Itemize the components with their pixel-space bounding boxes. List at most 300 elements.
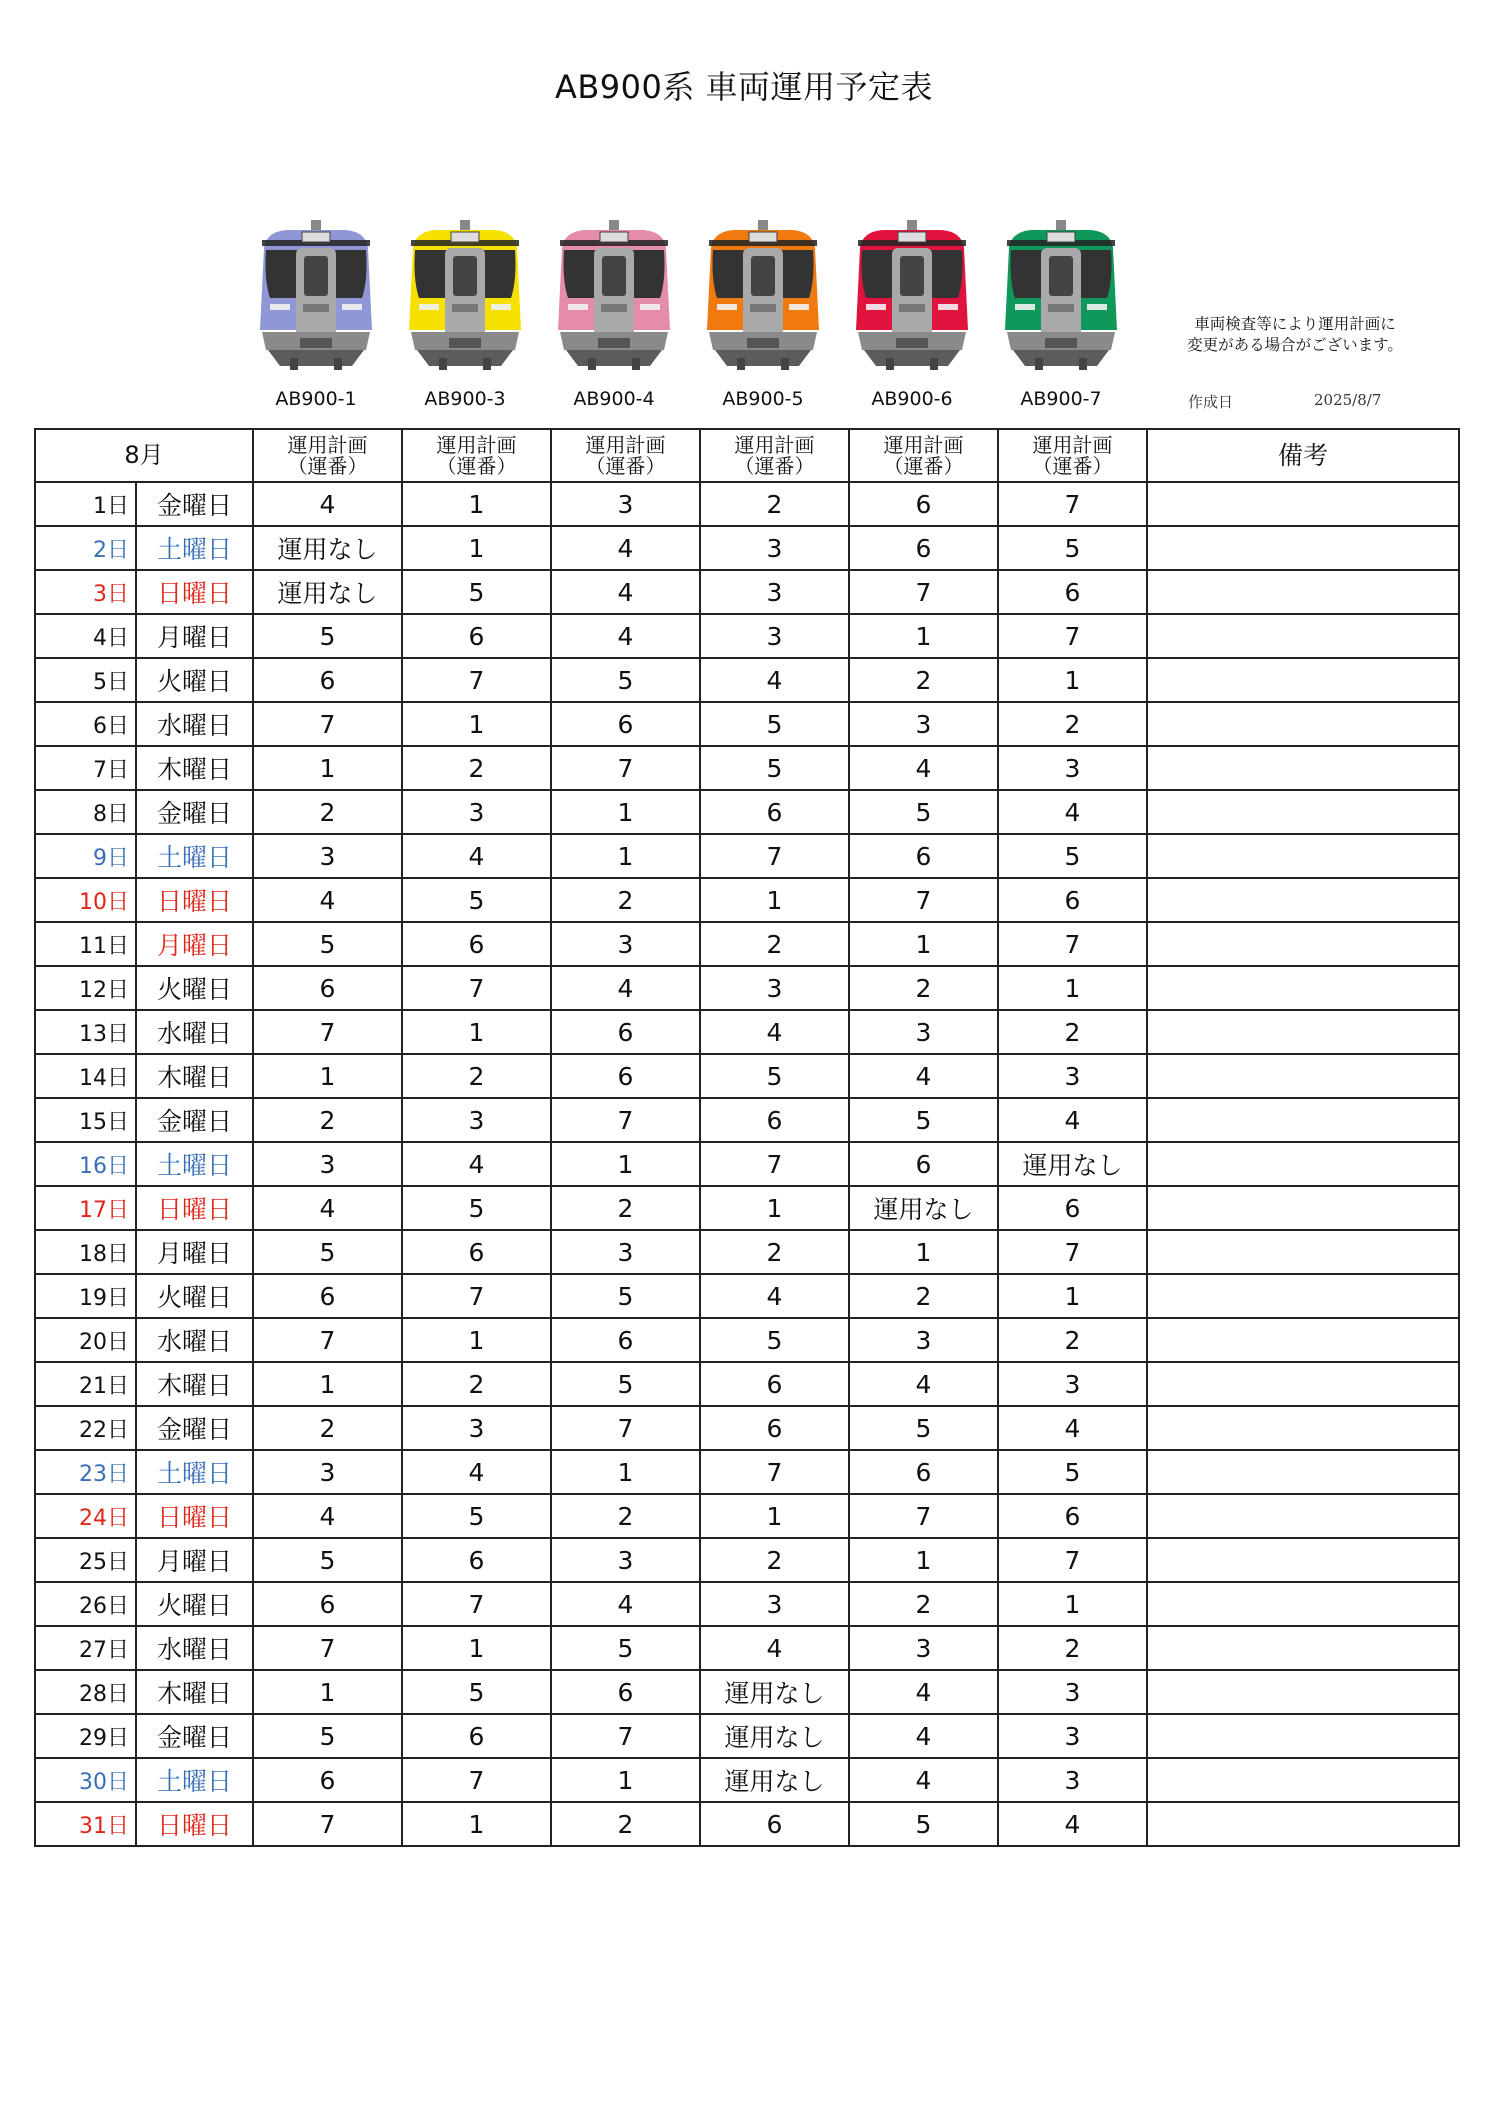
table-row <box>35 1494 1459 1538</box>
created-date: 2025/8/7 <box>1314 391 1382 409</box>
weekday-cell: 木曜日 <box>136 1670 253 1714</box>
plan-cell: 7 <box>402 1758 551 1802</box>
car-label-1: AB900-1 <box>275 388 357 410</box>
table-row <box>35 658 1459 702</box>
day-cell: 30日 <box>35 1758 136 1802</box>
remarks-cell <box>1147 922 1459 966</box>
remarks-cell <box>1147 526 1459 570</box>
weekday-cell: 火曜日 <box>136 658 253 702</box>
table-row <box>35 878 1459 922</box>
day-cell: 9日 <box>35 834 136 878</box>
plan-column-header-5 <box>849 429 998 482</box>
table-row <box>35 702 1459 746</box>
plan-cell: 1 <box>998 658 1147 702</box>
plan-cell: 1 <box>402 1318 551 1362</box>
plan-cell: 2 <box>998 1318 1147 1362</box>
day-cell: 10日 <box>35 878 136 922</box>
plan-cell: 3 <box>402 1406 551 1450</box>
plan-cell: 6 <box>402 1714 551 1758</box>
plan-cell: 4 <box>998 1802 1147 1846</box>
plan-header-line1: 運用計画 <box>734 432 815 457</box>
plan-cell: 6 <box>998 1186 1147 1230</box>
remarks-cell <box>1147 1142 1459 1186</box>
plan-cell: 3 <box>253 1450 402 1494</box>
day-cell: 26日 <box>35 1582 136 1626</box>
plan-cell: 5 <box>551 1362 700 1406</box>
plan-cell: 4 <box>551 526 700 570</box>
plan-cell: 1 <box>253 1670 402 1714</box>
remarks-cell <box>1147 702 1459 746</box>
remarks-cell <box>1147 1494 1459 1538</box>
day-cell: 6日 <box>35 702 136 746</box>
plan-cell: 1 <box>998 1582 1147 1626</box>
table-row <box>35 1010 1459 1054</box>
remarks-cell <box>1147 746 1459 790</box>
car-label-6: AB900-7 <box>1020 388 1102 410</box>
plan-cell: 3 <box>849 1010 998 1054</box>
train-front-3 <box>554 220 674 372</box>
plan-header-line1: 運用計画 <box>883 432 964 457</box>
plan-cell: 6 <box>402 922 551 966</box>
remarks-cell <box>1147 1010 1459 1054</box>
table-row <box>35 570 1459 614</box>
table-row <box>35 1362 1459 1406</box>
table-row <box>35 834 1459 878</box>
plan-cell: 2 <box>849 966 998 1010</box>
plan-cell: 1 <box>402 482 551 526</box>
weekday-cell: 日曜日 <box>136 1186 253 1230</box>
plan-cell: 3 <box>849 1318 998 1362</box>
plan-cell: 5 <box>700 702 849 746</box>
day-cell: 24日 <box>35 1494 136 1538</box>
weekday-cell: 日曜日 <box>136 878 253 922</box>
plan-cell: 1 <box>551 1142 700 1186</box>
plan-cell: 4 <box>253 878 402 922</box>
plan-cell: 2 <box>402 746 551 790</box>
remarks-cell <box>1147 966 1459 1010</box>
day-cell: 23日 <box>35 1450 136 1494</box>
day-cell: 15日 <box>35 1098 136 1142</box>
plan-cell: 6 <box>402 614 551 658</box>
plan-cell: 1 <box>849 1538 998 1582</box>
plan-cell: 1 <box>402 1626 551 1670</box>
table-row <box>35 1318 1459 1362</box>
schedule-notice <box>1160 314 1430 356</box>
train-front-6 <box>1001 220 1121 372</box>
plan-cell: 7 <box>700 1450 849 1494</box>
plan-cell: 7 <box>402 1274 551 1318</box>
plan-cell: 6 <box>998 570 1147 614</box>
weekday-cell: 月曜日 <box>136 1230 253 1274</box>
remarks-cell <box>1147 1802 1459 1846</box>
plan-cell: 3 <box>700 1582 849 1626</box>
plan-cell: 5 <box>253 1230 402 1274</box>
plan-cell: 4 <box>253 482 402 526</box>
plan-cell: 3 <box>253 834 402 878</box>
plan-column-header-6 <box>998 429 1147 482</box>
train-illustrations <box>256 220 1256 370</box>
plan-cell: 4 <box>551 966 700 1010</box>
table-row <box>35 1186 1459 1230</box>
day-cell: 3日 <box>35 570 136 614</box>
plan-cell: 1 <box>402 526 551 570</box>
remarks-cell <box>1147 1670 1459 1714</box>
plan-header-line1: 運用計画 <box>287 432 368 457</box>
remarks-cell <box>1147 1758 1459 1802</box>
plan-cell: 運用なし <box>253 570 402 614</box>
day-cell: 27日 <box>35 1626 136 1670</box>
plan-cell: 5 <box>253 1714 402 1758</box>
plan-cell: 1 <box>998 966 1147 1010</box>
day-cell: 16日 <box>35 1142 136 1186</box>
plan-cell: 3 <box>998 746 1147 790</box>
plan-cell: 4 <box>551 614 700 658</box>
plan-cell: 5 <box>551 658 700 702</box>
day-cell: 20日 <box>35 1318 136 1362</box>
plan-header-line2: （運番） <box>585 453 666 478</box>
remarks-cell <box>1147 1406 1459 1450</box>
plan-cell: 4 <box>402 834 551 878</box>
plan-cell: 6 <box>551 1318 700 1362</box>
plan-cell: 7 <box>700 834 849 878</box>
plan-cell: 7 <box>253 1626 402 1670</box>
plan-cell: 6 <box>849 1450 998 1494</box>
month-header: 8月 <box>35 429 253 482</box>
day-cell: 14日 <box>35 1054 136 1098</box>
weekday-cell: 木曜日 <box>136 746 253 790</box>
plan-cell: 3 <box>551 1230 700 1274</box>
plan-cell: 5 <box>849 1098 998 1142</box>
plan-header-line1: 運用計画 <box>436 432 517 457</box>
plan-column-header-2 <box>402 429 551 482</box>
plan-cell: 1 <box>253 1362 402 1406</box>
plan-cell: 7 <box>402 1582 551 1626</box>
plan-cell: 1 <box>700 1186 849 1230</box>
weekday-cell: 金曜日 <box>136 790 253 834</box>
plan-header-line2: （運番） <box>883 453 964 478</box>
day-cell: 12日 <box>35 966 136 1010</box>
plan-cell: 1 <box>402 702 551 746</box>
plan-cell: 1 <box>402 1010 551 1054</box>
plan-cell: 3 <box>700 526 849 570</box>
day-cell: 21日 <box>35 1362 136 1406</box>
plan-cell: 4 <box>849 1670 998 1714</box>
plan-cell: 2 <box>700 922 849 966</box>
plan-cell: 運用なし <box>998 1142 1147 1186</box>
plan-cell: 7 <box>402 658 551 702</box>
plan-cell: 1 <box>551 1450 700 1494</box>
plan-cell: 1 <box>849 922 998 966</box>
plan-cell: 6 <box>998 1494 1147 1538</box>
plan-cell: 4 <box>402 1450 551 1494</box>
plan-cell: 2 <box>551 1802 700 1846</box>
weekday-cell: 月曜日 <box>136 922 253 966</box>
plan-cell: 3 <box>700 570 849 614</box>
notice-line: 変更がある場合がございます。 <box>1187 336 1403 354</box>
train-front-5 <box>852 220 972 372</box>
plan-cell: 6 <box>551 1010 700 1054</box>
table-row <box>35 1670 1459 1714</box>
table-row <box>35 966 1459 1010</box>
plan-cell: 5 <box>402 1186 551 1230</box>
table-header-row <box>35 429 1459 482</box>
table-row <box>35 1142 1459 1186</box>
plan-cell: 7 <box>253 1318 402 1362</box>
plan-cell: 1 <box>700 878 849 922</box>
plan-cell: 7 <box>998 482 1147 526</box>
plan-cell: 4 <box>253 1186 402 1230</box>
plan-cell: 4 <box>849 1714 998 1758</box>
day-cell: 4日 <box>35 614 136 658</box>
remarks-cell <box>1147 1274 1459 1318</box>
plan-cell: 4 <box>253 1494 402 1538</box>
day-cell: 5日 <box>35 658 136 702</box>
weekday-cell: 水曜日 <box>136 1318 253 1362</box>
plan-cell: 1 <box>551 1758 700 1802</box>
plan-cell: 1 <box>551 834 700 878</box>
weekday-cell: 金曜日 <box>136 1098 253 1142</box>
plan-cell: 6 <box>849 482 998 526</box>
plan-cell: 3 <box>998 1670 1147 1714</box>
schedule-table <box>34 428 1460 1847</box>
table-row <box>35 1054 1459 1098</box>
weekday-cell: 木曜日 <box>136 1054 253 1098</box>
plan-cell: 5 <box>700 1318 849 1362</box>
weekday-cell: 土曜日 <box>136 834 253 878</box>
plan-cell: 7 <box>998 922 1147 966</box>
plan-cell: 3 <box>700 966 849 1010</box>
plan-cell: 6 <box>551 1670 700 1714</box>
car-label-3: AB900-4 <box>573 388 655 410</box>
plan-cell: 6 <box>253 658 402 702</box>
car-label-2: AB900-3 <box>424 388 506 410</box>
plan-cell: 5 <box>402 1670 551 1714</box>
day-cell: 28日 <box>35 1670 136 1714</box>
remarks-cell <box>1147 1714 1459 1758</box>
plan-cell: 7 <box>849 1494 998 1538</box>
weekday-cell: 日曜日 <box>136 1494 253 1538</box>
plan-cell: 7 <box>998 1538 1147 1582</box>
plan-cell: 2 <box>849 658 998 702</box>
day-cell: 29日 <box>35 1714 136 1758</box>
plan-cell: 3 <box>998 1714 1147 1758</box>
table-row <box>35 746 1459 790</box>
plan-cell: 2 <box>998 702 1147 746</box>
car-label-5: AB900-6 <box>871 388 953 410</box>
plan-cell: 2 <box>998 1010 1147 1054</box>
plan-cell: 6 <box>402 1538 551 1582</box>
plan-cell: 運用なし <box>700 1714 849 1758</box>
plan-cell: 1 <box>849 1230 998 1274</box>
plan-cell: 1 <box>998 1274 1147 1318</box>
remarks-cell <box>1147 1054 1459 1098</box>
plan-cell: 2 <box>402 1362 551 1406</box>
remarks-cell <box>1147 1186 1459 1230</box>
table-row <box>35 1098 1459 1142</box>
table-row <box>35 1450 1459 1494</box>
plan-column-header-3 <box>551 429 700 482</box>
table-row <box>35 790 1459 834</box>
day-cell: 1日 <box>35 482 136 526</box>
car-label-4: AB900-5 <box>722 388 804 410</box>
plan-cell: 3 <box>998 1054 1147 1098</box>
plan-cell: 5 <box>849 1406 998 1450</box>
plan-cell: 4 <box>551 570 700 614</box>
plan-cell: 6 <box>700 1098 849 1142</box>
plan-cell: 1 <box>253 746 402 790</box>
weekday-cell: 水曜日 <box>136 1010 253 1054</box>
remarks-cell <box>1147 570 1459 614</box>
remarks-cell <box>1147 1626 1459 1670</box>
plan-cell: 3 <box>551 1538 700 1582</box>
plan-cell: 3 <box>849 1626 998 1670</box>
weekday-cell: 月曜日 <box>136 1538 253 1582</box>
weekday-cell: 土曜日 <box>136 1758 253 1802</box>
plan-cell: 7 <box>700 1142 849 1186</box>
remarks-cell <box>1147 1450 1459 1494</box>
table-row <box>35 526 1459 570</box>
plan-header-line1: 運用計画 <box>585 432 666 457</box>
plan-cell: 2 <box>998 1626 1147 1670</box>
weekday-cell: 火曜日 <box>136 1274 253 1318</box>
plan-column-header-1 <box>253 429 402 482</box>
plan-cell: 4 <box>849 1362 998 1406</box>
plan-cell: 2 <box>253 1098 402 1142</box>
plan-header-line1: 運用計画 <box>1032 432 1113 457</box>
plan-cell: 3 <box>402 790 551 834</box>
plan-cell: 4 <box>998 1406 1147 1450</box>
day-cell: 11日 <box>35 922 136 966</box>
plan-cell: 5 <box>998 1450 1147 1494</box>
plan-cell: 3 <box>253 1142 402 1186</box>
train-front-1 <box>256 220 376 372</box>
plan-cell: 4 <box>551 1582 700 1626</box>
plan-cell: 5 <box>700 1054 849 1098</box>
train-front-2 <box>405 220 525 372</box>
plan-cell: 7 <box>253 1802 402 1846</box>
plan-cell: 運用なし <box>253 526 402 570</box>
plan-cell: 5 <box>551 1626 700 1670</box>
table-row <box>35 1274 1459 1318</box>
remarks-cell <box>1147 1230 1459 1274</box>
table-row <box>35 1538 1459 1582</box>
plan-cell: 3 <box>551 482 700 526</box>
weekday-cell: 金曜日 <box>136 482 253 526</box>
plan-cell: 4 <box>998 1098 1147 1142</box>
plan-cell: 5 <box>402 570 551 614</box>
table-row <box>35 1802 1459 1846</box>
plan-cell: 6 <box>849 834 998 878</box>
plan-cell: 3 <box>551 922 700 966</box>
day-cell: 19日 <box>35 1274 136 1318</box>
table-row <box>35 1230 1459 1274</box>
day-cell: 7日 <box>35 746 136 790</box>
plan-cell: 6 <box>849 1142 998 1186</box>
weekday-cell: 水曜日 <box>136 1626 253 1670</box>
weekday-cell: 木曜日 <box>136 1362 253 1406</box>
plan-cell: 1 <box>551 790 700 834</box>
weekday-cell: 金曜日 <box>136 1714 253 1758</box>
weekday-cell: 火曜日 <box>136 966 253 1010</box>
plan-cell: 7 <box>551 1714 700 1758</box>
plan-cell: 6 <box>998 878 1147 922</box>
plan-cell: 7 <box>551 1098 700 1142</box>
plan-cell: 5 <box>551 1274 700 1318</box>
plan-cell: 3 <box>998 1758 1147 1802</box>
remarks-cell <box>1147 1538 1459 1582</box>
plan-cell: 6 <box>551 1054 700 1098</box>
remarks-cell <box>1147 614 1459 658</box>
table-row <box>35 1406 1459 1450</box>
remarks-cell <box>1147 834 1459 878</box>
weekday-cell: 水曜日 <box>136 702 253 746</box>
table-body <box>35 482 1459 1846</box>
plan-cell: 4 <box>700 658 849 702</box>
plan-cell: 5 <box>402 878 551 922</box>
plan-cell: 1 <box>700 1494 849 1538</box>
plan-cell: 7 <box>551 1406 700 1450</box>
remarks-cell <box>1147 482 1459 526</box>
plan-cell: 4 <box>402 1142 551 1186</box>
day-cell: 31日 <box>35 1802 136 1846</box>
plan-cell: 5 <box>849 1802 998 1846</box>
plan-cell: 5 <box>253 922 402 966</box>
plan-cell: 5 <box>849 790 998 834</box>
plan-cell: 2 <box>849 1274 998 1318</box>
day-cell: 25日 <box>35 1538 136 1582</box>
plan-cell: 4 <box>700 1010 849 1054</box>
plan-header-line2: （運番） <box>287 453 368 478</box>
plan-cell: 6 <box>253 966 402 1010</box>
remarks-cell <box>1147 878 1459 922</box>
plan-cell: 6 <box>849 526 998 570</box>
day-cell: 8日 <box>35 790 136 834</box>
plan-cell: 5 <box>998 834 1147 878</box>
plan-cell: 2 <box>551 878 700 922</box>
plan-cell: 7 <box>998 614 1147 658</box>
page-title: AB900系 車両運用予定表 <box>554 68 934 106</box>
plan-cell: 運用なし <box>849 1186 998 1230</box>
day-cell: 13日 <box>35 1010 136 1054</box>
day-cell: 2日 <box>35 526 136 570</box>
weekday-cell: 土曜日 <box>136 1450 253 1494</box>
plan-cell: 6 <box>700 790 849 834</box>
plan-cell: 3 <box>700 614 849 658</box>
table-row <box>35 482 1459 526</box>
weekday-cell: 土曜日 <box>136 1142 253 1186</box>
table-row <box>35 1714 1459 1758</box>
plan-cell: 6 <box>700 1406 849 1450</box>
plan-header-line2: （運番） <box>1032 453 1113 478</box>
plan-cell: 2 <box>700 1538 849 1582</box>
plan-column-header-4 <box>700 429 849 482</box>
remarks-cell <box>1147 1582 1459 1626</box>
plan-cell: 5 <box>998 526 1147 570</box>
weekday-cell: 日曜日 <box>136 1802 253 1846</box>
plan-cell: 2 <box>551 1494 700 1538</box>
plan-cell: 6 <box>253 1274 402 1318</box>
plan-cell: 1 <box>402 1802 551 1846</box>
weekday-cell: 月曜日 <box>136 614 253 658</box>
plan-cell: 2 <box>551 1186 700 1230</box>
weekday-cell: 日曜日 <box>136 570 253 614</box>
table-row <box>35 1582 1459 1626</box>
plan-cell: 7 <box>998 1230 1147 1274</box>
remarks-cell <box>1147 790 1459 834</box>
plan-cell: 2 <box>700 482 849 526</box>
train-front-4 <box>703 220 823 372</box>
plan-cell: 4 <box>849 1758 998 1802</box>
